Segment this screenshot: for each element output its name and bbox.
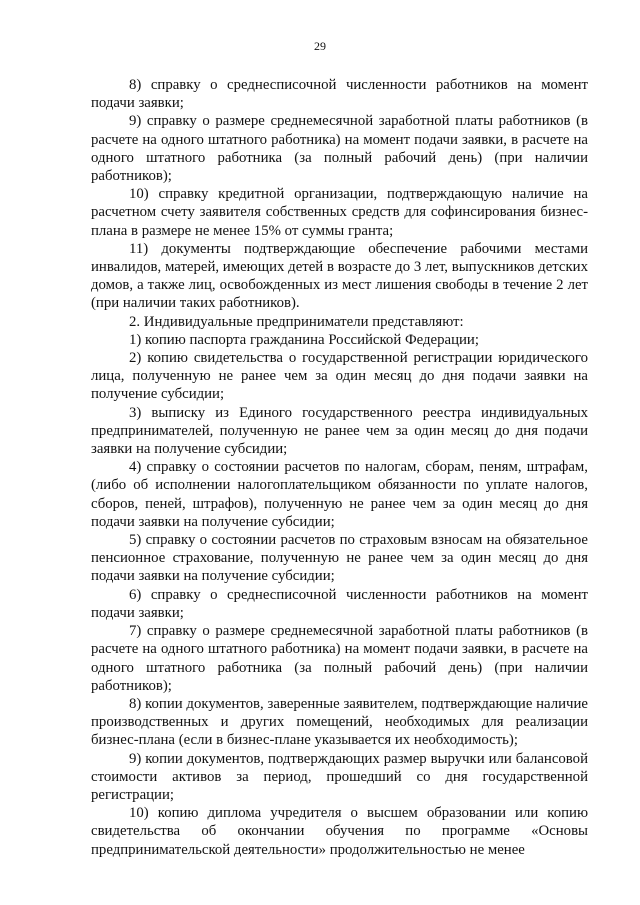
paragraph-ip-item-3: 3) выписку из Единого государственного реестра индивидуальных предпринимателей, полученную не ранее чем за один месяц до дня подачи заявки на получение субсидии; <box>91 404 588 458</box>
paragraph-ip-item-7: 7) справку о размере среднемесячной заработной платы работников (в расчете на одного штатного работника) на момент подачи заявки, в расчете на одного штатного работника (за полный рабочий день) (при наличии работников); <box>91 623 588 694</box>
section-heading-2: 2. Индивидуальные предприниматели представляют: <box>129 313 464 330</box>
paragraph-item-11: 11) документы подтверждающие обеспечение рабочими местами инвалидов, матерей, имеющих детей в возрасте до 3 лет, выпускников детских домов, а также лиц, освобожденных из мест лишения свободы в течение 2 лет (при наличии таких работников). <box>91 240 588 312</box>
paragraph-ip-item-10: 10) копию диплома учредителя о высшем образовании или копию свидетельства об окончании обучения по программе «Основы предпринимательской деятельности» продолжительностью не менее <box>91 805 588 858</box>
document-body <box>91 76 588 859</box>
paragraph-item-8: 8) справку о среднесписочной численности работников на момент подачи заявки; <box>91 77 588 112</box>
paragraph-item-9: 9) справку о размере среднемесячной заработной платы работников (в расчете на одного штатного работника) на момент подачи заявки, в расчете на одного штатного работника (за полный рабочий день) (при наличии работников); <box>91 113 588 185</box>
paragraph-item-10: 10) справку кредитной организации, подтверждающую наличие на расчетном счету заявителя собственных средств для софинсирования бизнес-плана в размере не менее 15% от суммы гранта; <box>91 186 588 239</box>
paragraph-ip-item-8: 8) копии документов, заверенные заявителем, подтверждающие наличие производственных и других помещений, необходимых для реализации бизнес-плана (если в бизнес-плане указывается их необходимость); <box>91 695 588 749</box>
paragraph-ip-item-4: 4) справку о состоянии расчетов по налогам, сборам, пеням, штрафам, (либо об исполнении налогоплательщиком обязанности по уплате налогов, сборов, пеней, штрафов), полученную не ранее чем за один месяц до дня подачи заявки на получение субсидии; <box>91 459 588 530</box>
paragraph-ip-item-6: 6) справку о среднесписочной численности работников на момент подачи заявки; <box>91 586 588 621</box>
paragraph-ip-item-2: 2) копию свидетельства о государственной регистрации юридического лица, полученную не ранее чем за один месяц до дня подачи заявки на получение субсидии; <box>91 350 588 403</box>
page-number: 29 <box>314 39 326 53</box>
paragraph-ip-item-9: 9) копии документов, подтверждающих размер выручки или балансовой стоимости активов за период, прошедший со дня государственной регистрации; <box>91 750 588 803</box>
paragraph-ip-item-5: 5) справку о состоянии расчетов по страховым взносам на обязательное пенсионное страхование, полученную не ранее чем за один месяц до дня подачи заявки на получение субсидии; <box>91 532 588 585</box>
paragraph-ip-item-1: 1) копию паспорта гражданина Российской Федерации; <box>129 331 479 348</box>
